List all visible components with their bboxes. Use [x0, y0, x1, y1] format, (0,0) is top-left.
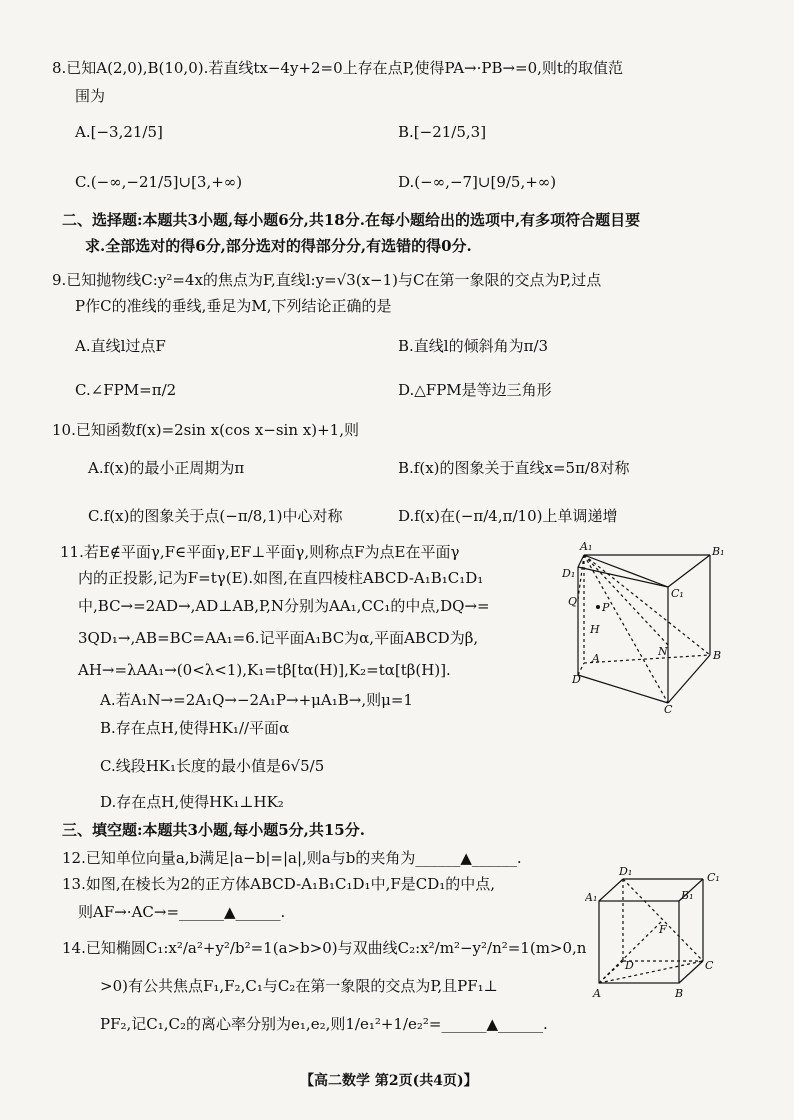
- q9-option-c: C.∠FPM=π/2: [75, 381, 177, 399]
- q8-stem-cont: 围为: [75, 87, 106, 105]
- q8-option-b: B.[−21/5,3]: [398, 123, 487, 141]
- fig2-label-b1: B₁: [681, 889, 694, 902]
- q11-line2: 内的正投影,记为F=tγ(E).如图,在直四棱柱ABCD-A₁B₁C₁D₁: [78, 569, 484, 587]
- q11-line3: 中,BC→=2AD→,AD⊥AB,P,N分别为AA₁,CC₁的中点,DQ→=: [78, 597, 490, 615]
- fig1-label-c: C: [664, 703, 673, 715]
- q11-line1: 11.若E∉平面γ,F∈平面γ,EF⊥平面γ,则称点F为点E在平面γ: [60, 543, 460, 561]
- fig1-label-d: D: [572, 673, 581, 686]
- fig2-label-c: C: [705, 959, 714, 972]
- q8-stem: 8.已知A(2,0),B(10,0).若直线tx−4y+2=0上存在点P,使得PA→·PB→=0,则t的取值范: [52, 59, 623, 77]
- q9-option-d: D.△FPM是等边三角形: [398, 381, 552, 399]
- fig1-label-q: Q: [568, 595, 578, 608]
- q10-option-d: D.f(x)在(−π/4,π/10)上单调递增: [398, 507, 618, 525]
- q9-stem: 9.已知抛物线C:y²=4x的焦点为F,直线l:y=√3(x−1)与C在第一象限的交点为P,过点: [52, 271, 602, 289]
- q11-option-d: D.存在点H,使得HK₁⊥HK₂: [100, 793, 284, 811]
- fig2-label-c1: C₁: [707, 871, 720, 884]
- page-footer: 【高二数学 第2页(共4页)】: [300, 1073, 478, 1089]
- fig1-label-c1: C₁: [671, 587, 684, 600]
- q10-option-c: C.f(x)的图象关于点(−π/8,1)中心对称: [88, 507, 343, 525]
- fig1-label-a1: A₁: [580, 540, 593, 553]
- q13-line2: 则AF→·AC→=______▲______.: [78, 903, 286, 921]
- fig2-label-a1: A₁: [585, 891, 598, 904]
- q9-option-b: B.直线l的倾斜角为π/3: [398, 337, 549, 355]
- section2-heading-cont: 求.全部选对的得6分,部分选对的得部分分,有选错的得0分.: [85, 237, 472, 255]
- q8-option-d: D.(−∞,−7]∪[9/5,+∞): [398, 173, 557, 191]
- q9-option-a: A.直线l过点F: [75, 337, 166, 355]
- q11-line5: AH→=λAA₁→(0<λ<1),K₁=tβ[tα(H)],K₂=tα[tβ(H)].: [78, 661, 451, 679]
- fig2-label-d1: D₁: [619, 865, 633, 878]
- q12-stem: 12.已知单位向量a,b满足|a−b|=|a|,则a与b的夹角为______▲______.: [62, 849, 522, 867]
- fig2-label-b: B: [675, 987, 684, 1000]
- fig1-label-b: B: [713, 649, 722, 662]
- prism-figure: [560, 535, 740, 715]
- q11-option-c: C.线段HK₁长度的最小值是6√5/5: [100, 757, 325, 775]
- fig1-label-n: N: [658, 645, 668, 658]
- fig2-label-d: D: [625, 959, 634, 972]
- q11-option-b: B.存在点H,使得HK₁//平面α: [100, 719, 290, 737]
- fig1-label-p: P: [602, 601, 610, 614]
- q8-option-a: A.[−3,21/5]: [75, 123, 163, 141]
- fig2-label-f: F: [659, 923, 667, 936]
- q9-stem-cont: P作C的准线的垂线,垂足为M,下列结论正确的是: [75, 297, 392, 315]
- q8-option-c: C.(−∞,−21/5]∪[3,+∞): [75, 173, 243, 191]
- fig1-label-b1: B₁: [712, 545, 725, 558]
- cube-figure: [585, 865, 725, 1005]
- q10-option-b: B.f(x)的图象关于直线x=5π/8对称: [398, 459, 630, 477]
- q13-line1: 13.如图,在棱长为2的正方体ABCD-A₁B₁C₁D₁中,F是CD₁的中点,: [62, 875, 496, 893]
- section2-heading: 二、选择题:本题共3小题,每小题6分,共18分.在每小题给出的选项中,有多项符合题目要: [62, 211, 641, 229]
- q10-option-a: A.f(x)的最小正周期为π: [88, 459, 245, 477]
- q14-line2: >0)有公共焦点F₁,F₂,C₁与C₂在第一象限的交点为P,且PF₁⊥: [100, 977, 498, 995]
- q14-line3: PF₂,记C₁,C₂的离心率分别为e₁,e₂,则1/e₁²+1/e₂²=______▲______.: [100, 1015, 548, 1033]
- fig1-label-d1: D₁: [562, 567, 576, 580]
- fig1-label-h: H: [590, 623, 600, 636]
- q10-stem: 10.已知函数f(x)=2sin x(cos x−sin x)+1,则: [52, 421, 359, 439]
- q14-line1: 14.已知椭圆C₁:x²/a²+y²/b²=1(a>b>0)与双曲线C₂:x²/m²−y²/n²=1(m>0,n: [62, 939, 587, 957]
- fig1-label-a: A: [592, 652, 600, 665]
- q11-option-a: A.若A₁N→=2A₁Q→−2A₁P→+μA₁B→,则μ=1: [100, 691, 413, 709]
- fig2-label-a: A: [593, 987, 601, 1000]
- q11-line4: 3QD₁→,AB=BC=AA₁=6.记平面A₁BC为α,平面ABCD为β,: [78, 629, 479, 647]
- section3-heading: 三、填空题:本题共3小题,每小题5分,共15分.: [62, 821, 365, 839]
